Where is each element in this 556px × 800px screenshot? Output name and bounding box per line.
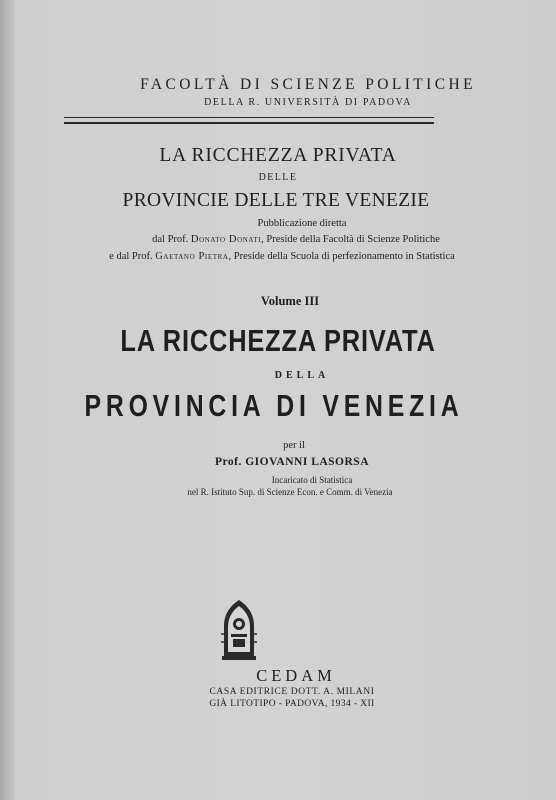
- publisher-line-1: CASA EDITRICE DOTT. A. MILANI: [209, 687, 375, 697]
- book-title-line2: PROVINCIA DI VENEZIA: [84, 388, 464, 423]
- publisher-name: CEDAM: [256, 666, 336, 685]
- publisher-line-2: GIÀ LITOTIPO - PADOVA, 1934 - XII: [209, 699, 375, 709]
- director1-role: , Preside della Facoltà di Scienze Politiche: [261, 234, 440, 245]
- author-name: Prof. GIOVANNI LASORSA: [214, 456, 370, 468]
- publication-note: Pubblicazione diretta: [257, 218, 347, 229]
- author-by: per il: [283, 440, 305, 451]
- series-title-line1: LA RICCHEZZA PRIVATA: [159, 145, 397, 166]
- director-line-1: [18, 234, 556, 245]
- director2-name: Gaetano Pietra: [155, 251, 229, 262]
- director1-name: Donato Donati: [190, 234, 262, 245]
- book-title-connector: DELLA: [274, 370, 330, 381]
- series-title-line2: PROVINCIE DELLE TRE VENEZIE: [122, 190, 430, 211]
- publisher-emblem-icon: [220, 598, 258, 662]
- university-heading: DELLA R. UNIVERSITÀ DI PADOVA: [204, 97, 412, 108]
- divider-thin: [64, 117, 434, 118]
- director2-prefix: e dal Prof.: [109, 251, 153, 262]
- director-line-2: [4, 251, 556, 262]
- volume-number: Volume III: [260, 294, 320, 308]
- book-title-line1: LA RICCHEZZA PRIVATA: [120, 323, 436, 358]
- divider-thick: [64, 122, 434, 124]
- page-edge-shadow: [0, 0, 14, 800]
- author-institute: nel R. Istituto Sup. di Scienze Econ. e Comm. di Venezia: [187, 487, 393, 497]
- author-role: Incaricato di Statistica: [271, 475, 353, 485]
- series-connector: DELLE: [258, 172, 298, 183]
- faculty-heading: FACOLTÀ DI SCIENZE POLITICHE: [140, 76, 476, 93]
- director2-role: , Preside della Scuola di perfezionamento in Statistica: [228, 251, 455, 262]
- director1-prefix: dal Prof.: [152, 234, 189, 245]
